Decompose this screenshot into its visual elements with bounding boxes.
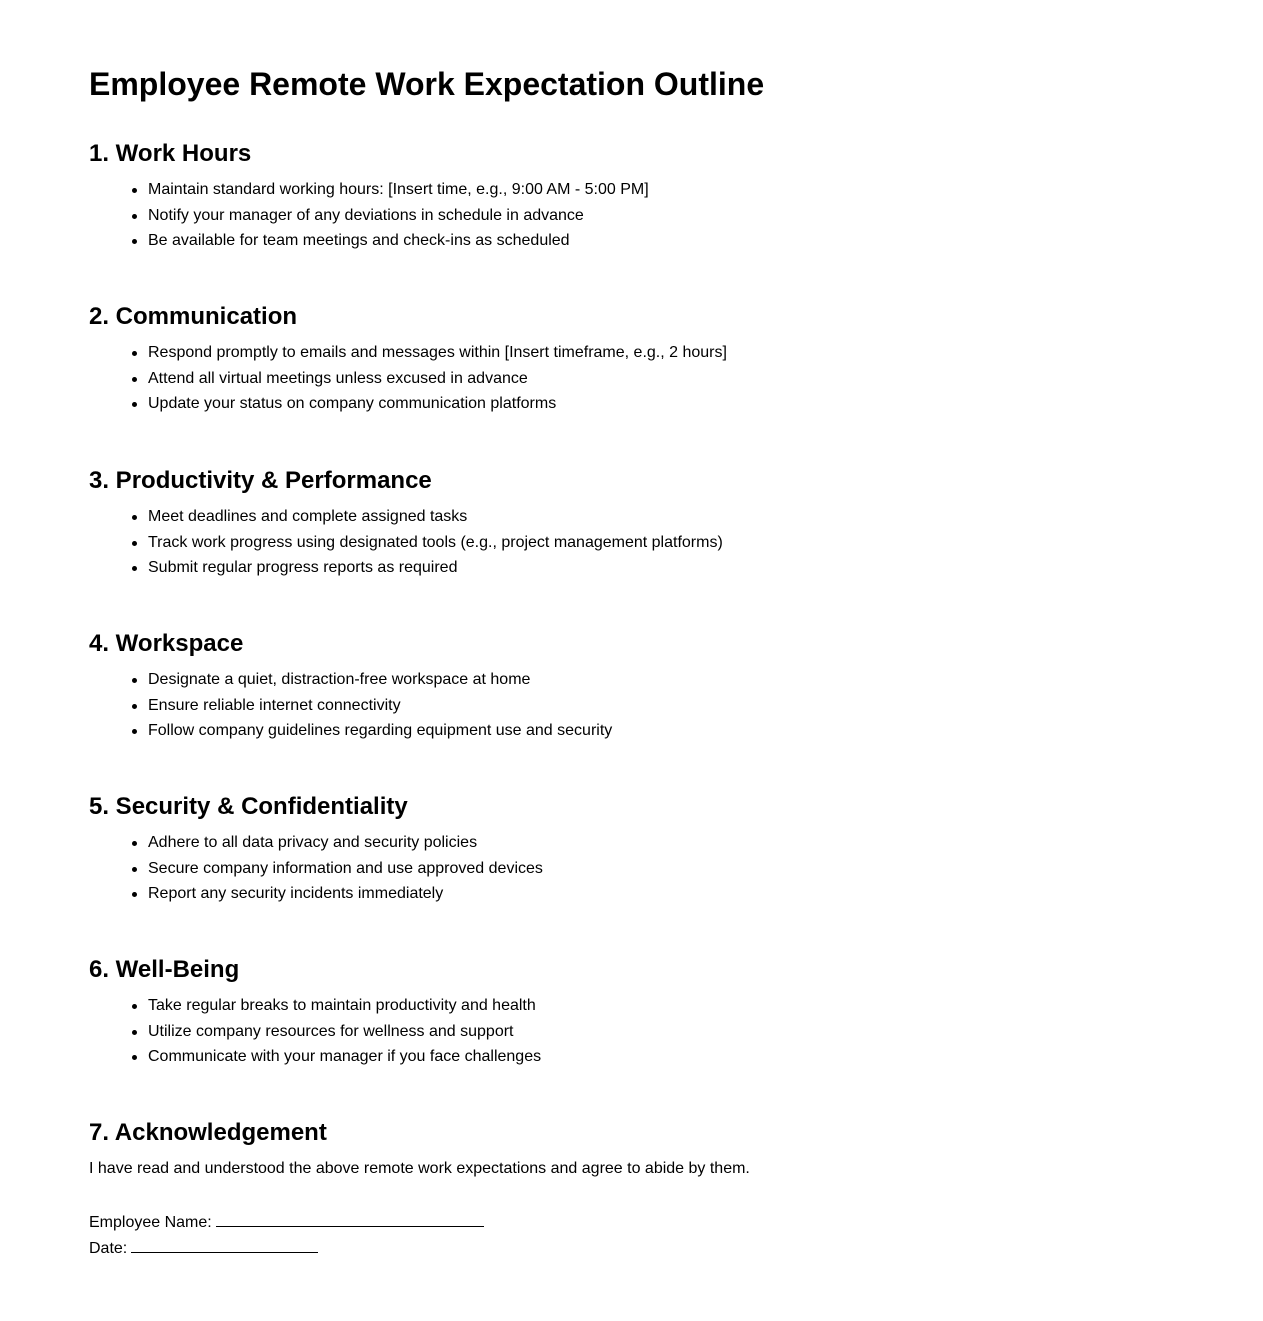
section-security-confidentiality: [89, 793, 1189, 902]
section-heading: 5. Security & Confidentiality: [89, 793, 408, 820]
section-productivity-performance: [89, 467, 1189, 576]
acknowledgement-statement: I have read and understood the above remote work expectations and agree to abide by them.: [89, 1160, 750, 1177]
list-item-text: Adhere to all data privacy and security policies: [148, 834, 478, 851]
section-heading: 3. Productivity & Performance: [89, 467, 432, 494]
list-item-text: Secure company information and use approved devices: [148, 859, 543, 877]
list-item-text: Submit regular progress reports as required: [148, 559, 458, 576]
list-item-text: Take regular breaks to maintain productivity and health: [148, 997, 536, 1014]
bullet-list: [130, 340, 727, 417]
list-item: [130, 667, 612, 693]
employee-name-field[interactable]: [216, 1209, 484, 1227]
section-heading: 6. Well-Being: [89, 956, 240, 983]
list-item: [130, 993, 541, 1019]
list-item: [130, 1044, 541, 1070]
bullet-list: [130, 993, 541, 1070]
list-item: [130, 693, 612, 719]
list-item-text: Update your status on company communication platforms: [148, 395, 557, 412]
list-item-text: Track work progress using designated tools (e.g., project management platforms): [148, 533, 723, 551]
list-item-text: Utilize company resources for wellness and support: [148, 1022, 514, 1040]
list-item-text: Maintain standard working hours: [Insert time, e.g., 9:00 AM - 5:00 PM]: [148, 181, 649, 198]
bullet-list: [130, 177, 649, 254]
section-heading: 2. Communication: [89, 303, 298, 330]
list-item: [130, 1019, 541, 1045]
list-item-text: Notify your manager of any deviations in schedule in advance: [148, 206, 584, 224]
list-item: [130, 203, 649, 229]
section-acknowledgement: [89, 1119, 1189, 1257]
list-item: [130, 366, 727, 392]
list-item: [130, 340, 727, 366]
list-item: [130, 504, 723, 530]
section-workspace: [89, 630, 1189, 739]
section-heading: 7. Acknowledgement: [89, 1119, 327, 1146]
list-item-text: Designate a quiet, distraction-free workspace at home: [148, 671, 531, 688]
section-work-hours: [89, 140, 1189, 249]
list-item: [130, 718, 612, 744]
employee-name-row: [89, 1209, 484, 1236]
section-heading: 4. Workspace: [89, 630, 244, 657]
list-item: [130, 228, 649, 254]
section-heading: 1. Work Hours: [89, 140, 252, 167]
list-item: [130, 391, 727, 417]
list-item-text: Meet deadlines and complete assigned tasks: [148, 508, 468, 525]
list-item: [130, 530, 723, 556]
date-row: [89, 1235, 318, 1262]
list-item-text: Attend all virtual meetings unless excused in advance: [148, 369, 528, 387]
section-communication: [89, 303, 1189, 412]
list-item-text: Be available for team meetings and check-ins as scheduled: [148, 232, 570, 249]
date-field[interactable]: [131, 1235, 318, 1253]
list-item: [130, 177, 649, 203]
section-well-being: [89, 956, 1189, 1065]
employee-name-label: Employee Name:: [89, 1214, 212, 1231]
list-item: [130, 555, 723, 581]
list-item-text: Follow company guidelines regarding equipment use and security: [148, 722, 613, 739]
list-item-text: Report any security incidents immediately: [148, 885, 444, 902]
list-item-text: Respond promptly to emails and messages within [Insert timeframe, e.g., 2 hours]: [148, 344, 727, 361]
bullet-list: [130, 667, 612, 744]
list-item: [130, 856, 543, 882]
list-item: [130, 881, 543, 907]
list-item: [130, 830, 543, 856]
document-title: Employee Remote Work Expectation Outline: [89, 66, 765, 102]
list-item-text: Communicate with your manager if you face challenges: [148, 1048, 542, 1065]
list-item-text: Ensure reliable internet connectivity: [148, 696, 401, 714]
bullet-list: [130, 830, 543, 907]
bullet-list: [130, 504, 723, 581]
date-label: Date:: [89, 1240, 128, 1257]
